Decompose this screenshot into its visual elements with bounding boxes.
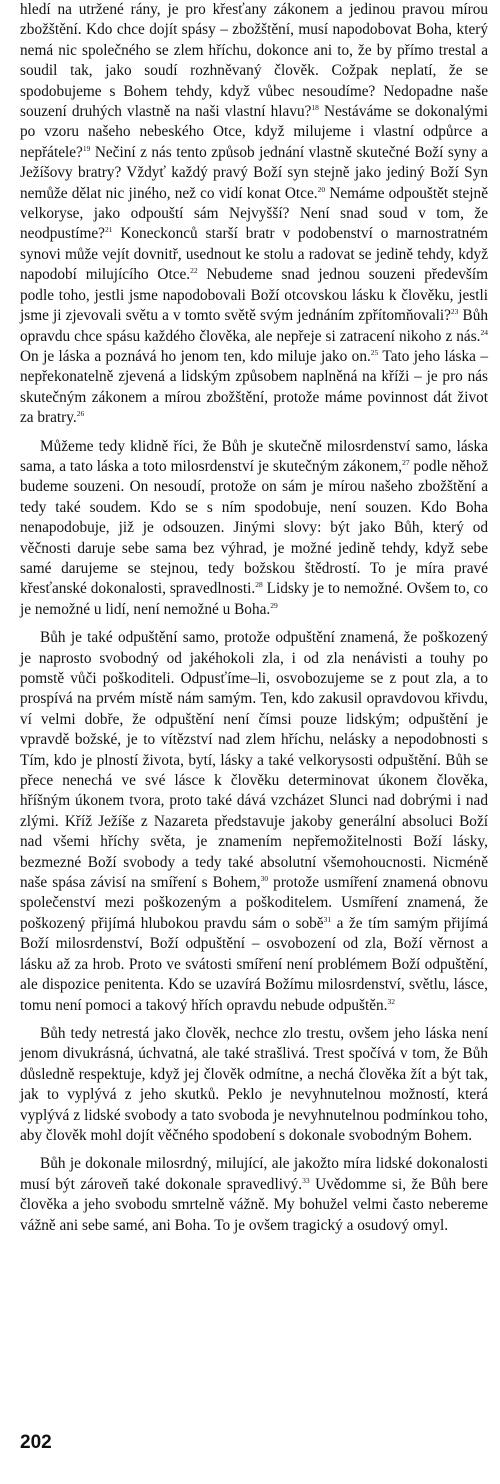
text-run: Můžeme tedy klidně říci, že Bůh je skutečně milosrdenství samo, láska sama, a tato láska a toto milosrdenství je skutečným zákonem, — [20, 437, 488, 475]
footnote-marker: 33 — [302, 1175, 310, 1185]
text-run: hledí na utržené rány, je pro křesťany zákonem a jedinou pravou mírou zbožštění. Kdo chce dojít spásy – zbožštění, musí napodobovat Boha, který nemá nic společného se zlem hříchu, dokonce ani to, že by přímo trestal a soudil tak, jako soudí rozhněvaný člověk. Cožpak neplatí, že se spodobujeme s Bohem tehdy, když vůbec nesoudíme? Nedopadne naše souzení druhých vlastně na naši vlastní hlavu? — [20, 1, 488, 121]
footnote-marker: 22 — [190, 266, 198, 276]
footnote-marker: 24 — [480, 327, 488, 337]
text-run: Nebudeme snad jednou souzeni především podle toho, jestli jsme napodobovali Boží otcovskou lásku k člověku, jestli jsme ji zjevovali světu a v tomto světě svým jednáním zpřítomňovali? — [20, 266, 489, 325]
paragraph-5 — [20, 1154, 488, 1236]
footnote-marker: 25 — [370, 347, 379, 357]
text-run: Lidsky je to nemožné. Ovšem to, co je nemožné u lidí, není nemožné u Boha. — [20, 580, 488, 618]
text-run: Bůh je dokonale milosrdný, milující, ale jakožto míra lidské dokonalosti musí být zároveň také dokonale spravedlivý. — [20, 1155, 488, 1193]
page-body — [20, 0, 488, 1236]
text-run: Nestáváme se dokonalými po vzoru našeho nebeského Otce, když milujeme i vlastní odpůrce a nepřátele? — [20, 103, 488, 161]
text-run: On je láska a poznává ho jenom ten, kdo miluje jako on. — [20, 347, 371, 365]
text-run: Koneckonců starší bratr v podobenství o marnostratném synovi může vejít dovnitř, usednout ke stolu a radovat se jedině tehdy, když napodobí milujícího Otce. — [20, 225, 488, 284]
footnote-marker: 19 — [82, 143, 91, 153]
text-run: podle něhož budeme souzeni. On nesoudí, protože on sám je mírou našeho zbožštění a tedy také soudem. Kdo se s ním spodobuje, není souzen. Kdo Boha nenapodobuje, již je odsouzen. Jinými slovy: být jako Bůh, který od věčnosti daruje sebe sama bez výhrad, je možné jedině tehdy, když sebe samé darujeme se stejnou, tedy božskou štědrostí. To je míra pravé křesťanské dokonalosti, spravedlnosti. — [20, 457, 488, 598]
footnote-marker: 23 — [450, 307, 459, 317]
footnote-marker: 32 — [387, 996, 395, 1006]
footnote-marker: 18 — [311, 103, 319, 113]
text-run: Nemáme odpouštět stejně velkoryse, jako odpouští sám Nejvyšší? Není snad soud v tom, že neodpustíme? — [20, 184, 488, 243]
footnote-marker: 27 — [402, 457, 410, 467]
paragraph-3 — [20, 628, 488, 1016]
footnote-marker: 21 — [104, 225, 113, 235]
text-run: a že tím samým přijímá Boží milosrdenství, Boží odpuštění – osvobození od zla, Boží věrnost a lásku až za hrob. Proto ve svátosti smíření není problémem Boží odpuštění, ale dispozice penitenta. Kdo se uzavírá Božímu milosrdenství, světlu, lásce, tomu není pomoci a takový hřích opravdu nebude odpuštěn. — [20, 914, 488, 1014]
footnote-marker: 29 — [270, 600, 278, 610]
text-run: Bůh je také odpuštění samo, protože odpuštění znamená, že poškozený je naprosto svobodný od jakéhokoli zla, i od zla nenávisti a touhy po pomstě vůči poškoditeli. Odpusťíme–li, osvobozujeme se z pout zla, a to prospívá na prvém místě nám samým. Ten, kdo zakusil opravdovou křivdu, ví velmi dobře, že odpuštění není čímsi pouze lidským; odpuštění je vpravdě božské, je to vítězství nad zlem hříchu, nelásky a nepodobnosti s Tím, kdo je plností života, bytí, lásky a také velkorysosti odpuštění. Bůh se přece nenechá ve své lásce k člověku determinovat úkonem člověka, hříšným úkonem tvora, proto také dává vzcházet Slunci nad dobrými i nad zlými. Kříž Ježíše z Nazareta představuje jakoby generální absoluci Boží nad všemi hříchy světa, je znamením nepřemožitelnosti Boží lásky, bezmezné Boží svobody a tedy také absolutní všemohoucnosti. Nicméně naše spása závisí na smíření s Bohem, — [20, 629, 488, 892]
text-run: Tato jeho láska – nepřekonatelně zjevená a lidským způsobem naplněná na kříži – je pro nás skutečným zákonem a mírou zbožštění, protože máme povinnost dát život za bratry. — [20, 347, 488, 427]
paragraph-2 — [20, 437, 488, 621]
text-run: Bůh tedy netrestá jako člověk, nechce zlo trestu, ovšem jeho láska není jenom divukrásná, úchvatná, ale také strašlivá. Trest spočívá v tom, že Bůh důsledně respektuje, když jej člověk odmítne, a nechá člověka žít a být tak, jak to vyplývá z jeho skutků. Peklo je nevyhnutelnou možností, která vyplývá z lidské svobody a tato svoboda je nevyhnutelnou podmínkou toho, aby člověk mohl dojít věčného spodobení s dokonale svobodným Bohem. — [20, 1024, 488, 1144]
footnote-marker: 26 — [76, 409, 85, 419]
footnote-marker: 28 — [255, 580, 263, 590]
paragraph-1 — [20, 0, 488, 429]
footnote-marker: 20 — [317, 184, 326, 194]
paragraph-4 — [20, 1024, 488, 1146]
text-run: Bůh opravdu chce spásu každého člověka, ale nepřeje si zatracení nikoho z nás. — [20, 307, 488, 345]
footnote-marker: 31 — [323, 914, 332, 924]
text-run: protože usmíření znamená obnovu společenství mezi poškozeným a poškoditelem. Usmíření znamená, že poškozený přijímá hlubokou pravdu sám o sobě — [20, 874, 488, 932]
page-number: 202 — [20, 1432, 52, 1453]
text-run: Nečiní z nás tento způsob jednání vlastně skutečné Boží syny a Ježíšovy bratry? Vždyť každý pravý Boží syn stejně jako jediný Boží Syn nemůže dělat nic jiného, než co vidí konat Otce. — [20, 143, 488, 202]
text-run: Uvědomme si, že Bůh bere člověka a jeho svobodu smrtelně vážně. My bohužel velmi často nebereme vážně ani sebe samé, ani Boha. To je ovšem tragický a osudový omyl. — [20, 1175, 488, 1234]
footnote-marker: 30 — [260, 874, 269, 884]
